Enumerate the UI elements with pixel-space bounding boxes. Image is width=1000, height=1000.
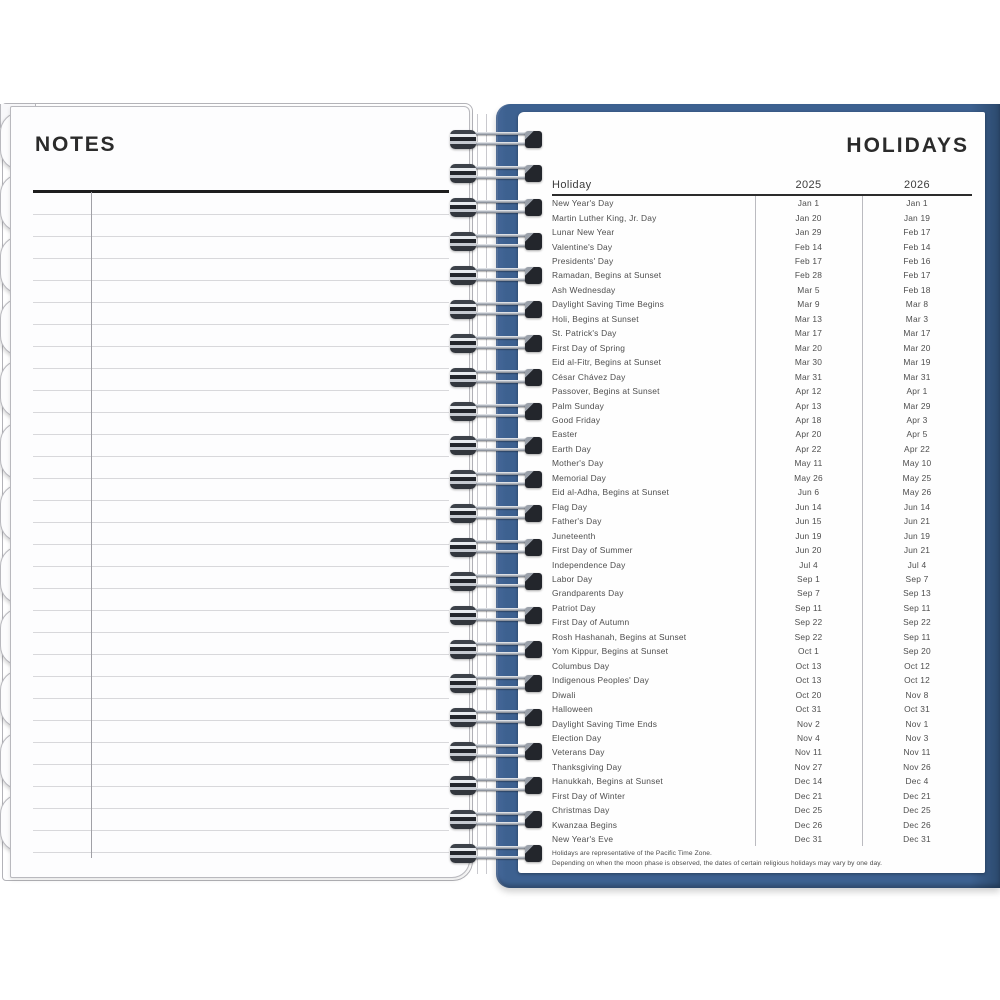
holiday-date-2026: Jun 14	[903, 501, 931, 512]
notes-ruled-lines	[33, 193, 449, 858]
holiday-date-2025: Feb 28	[794, 270, 823, 281]
holiday-date-2025: Oct 20	[795, 689, 822, 700]
holiday-name: Mother's Day	[552, 458, 604, 469]
holiday-date-2026: Mar 31	[903, 371, 931, 382]
holiday-date-2026: May 10	[902, 458, 932, 469]
binding-wire-loop	[450, 638, 542, 662]
holiday-date-2026: Dec 21	[903, 790, 931, 801]
holiday-date-2025: Dec 25	[794, 805, 823, 816]
holiday-name: Eid al-Fitr, Begins at Sunset	[552, 357, 662, 368]
holiday-date-2025: Oct 13	[795, 675, 822, 686]
holiday-row	[552, 817, 972, 831]
holiday-name: Rosh Hashanah, Begins at Sunset	[552, 631, 687, 642]
holiday-date-2025: Mar 17	[794, 328, 823, 339]
holiday-row	[552, 702, 972, 716]
binding-wire-loop	[450, 672, 542, 696]
holiday-date-2025: Feb 17	[794, 256, 823, 267]
holiday-name: First Day of Winter	[552, 790, 626, 801]
holiday-date-2026: Sep 13	[903, 588, 931, 599]
holidays-page	[518, 112, 985, 873]
holiday-date-2025: Nov 2	[797, 718, 820, 729]
notes-margin-line	[91, 192, 92, 858]
holiday-name: Halloween	[552, 704, 593, 715]
holiday-name: César Chávez Day	[552, 371, 626, 382]
column-divider	[862, 196, 863, 846]
holiday-row	[552, 601, 972, 615]
holiday-name: Easter	[552, 429, 578, 440]
holiday-name: Columbus Day	[552, 660, 610, 671]
holiday-row	[552, 485, 972, 499]
notes-page	[10, 106, 470, 878]
binding-wire-loop	[450, 502, 542, 526]
holiday-date-2025: Jun 6	[797, 487, 820, 498]
holiday-date-2025: Jun 15	[795, 516, 822, 527]
binding-wire-loop	[450, 774, 542, 798]
holiday-date-2026: Oct 12	[904, 675, 930, 686]
holiday-row	[552, 745, 972, 759]
holiday-name: Holi, Begins at Sunset	[552, 313, 639, 324]
holiday-name: Eid al-Adha, Begins at Sunset	[552, 487, 670, 498]
column-divider	[755, 196, 756, 846]
holiday-row	[552, 355, 972, 369]
holiday-date-2026: Jul 4	[907, 559, 927, 570]
holiday-name: Diwali	[552, 689, 576, 700]
holiday-date-2026: Nov 11	[903, 747, 931, 758]
holiday-date-2025: Oct 1	[797, 646, 819, 657]
holiday-row	[552, 789, 972, 803]
holiday-date-2025: Oct 13	[795, 660, 822, 671]
holiday-date-2025: Apr 20	[795, 429, 822, 440]
holiday-date-2026: Dec 4	[905, 776, 929, 787]
holiday-name: Kwanzaa Begins	[552, 819, 618, 830]
holiday-name: First Day of Summer	[552, 545, 633, 556]
holiday-date-2026: May 26	[902, 487, 932, 498]
holiday-row	[552, 341, 972, 355]
holiday-table-header	[552, 176, 972, 196]
planner-blue-cover	[496, 104, 1000, 888]
holiday-row	[552, 644, 972, 658]
holiday-date-2025: Sep 1	[797, 574, 820, 584]
holiday-name: Valentine's Day	[552, 241, 613, 252]
holiday-table-body	[552, 196, 972, 846]
binding-wire-loop	[450, 400, 542, 424]
holiday-name: Daylight Saving Time Ends	[552, 718, 658, 729]
holiday-name: Lunar New Year	[552, 227, 615, 238]
holiday-row	[552, 731, 972, 745]
holiday-date-2026: Jun 21	[903, 545, 931, 556]
binding-wire-loop	[450, 332, 542, 356]
holiday-date-2026: Feb 16	[903, 256, 931, 267]
holiday-date-2025: Nov 11	[794, 747, 823, 758]
binding-wire-loop	[450, 706, 542, 730]
holiday-date-2025: Apr 13	[795, 400, 822, 411]
holiday-date-2026: Apr 3	[906, 415, 928, 426]
holiday-name: New Year's Day	[552, 198, 614, 209]
holiday-date-2026: Mar 17	[903, 328, 931, 339]
holiday-row	[552, 413, 972, 427]
holiday-row	[552, 427, 972, 441]
holiday-date-2025: Jan 20	[795, 212, 822, 223]
holiday-row	[552, 369, 972, 383]
holiday-date-2026: Nov 8	[905, 689, 929, 700]
holiday-row	[552, 442, 972, 456]
holiday-date-2025: Dec 26	[794, 819, 823, 830]
holiday-date-2025: Jun 14	[795, 501, 822, 512]
holiday-date-2026: Feb 17	[903, 227, 931, 238]
notes-page-title: NOTES	[35, 133, 117, 156]
binding-wire-loop	[450, 536, 542, 560]
holiday-name: Veterans Day	[552, 747, 605, 758]
holiday-row	[552, 832, 972, 846]
holiday-name: Father's Day	[552, 516, 602, 527]
holiday-footnotes	[552, 849, 976, 868]
holiday-name: Martin Luther King, Jr. Day	[552, 212, 657, 223]
binding-wire-loop	[450, 808, 542, 832]
holiday-date-2026: Sep 20	[903, 646, 931, 657]
holiday-date-2025: Apr 18	[795, 415, 822, 426]
holiday-date-2026: Feb 18	[903, 284, 931, 295]
header-2025: 2025	[795, 179, 822, 191]
holiday-date-2026: Nov 3	[905, 732, 929, 743]
holiday-date-2026: Sep 11	[903, 602, 931, 613]
holiday-row	[552, 471, 972, 485]
holiday-row	[552, 557, 972, 571]
holiday-date-2025: Nov 27	[794, 761, 823, 772]
holiday-name: Labor Day	[552, 574, 593, 584]
holiday-date-2026: May 25	[902, 472, 932, 483]
holiday-row	[552, 283, 972, 297]
holiday-name: Passover, Begins at Sunset	[552, 386, 660, 397]
holiday-name: St. Patrick's Day	[552, 328, 617, 339]
holiday-name: First Day of Spring	[552, 342, 626, 353]
holiday-row	[552, 326, 972, 340]
holiday-name: Good Friday	[552, 415, 601, 426]
holiday-date-2026: Sep 7	[905, 574, 929, 584]
holiday-row	[552, 615, 972, 629]
holiday-date-2025: Sep 22	[794, 617, 823, 628]
holiday-row	[552, 196, 972, 210]
holiday-row	[552, 716, 972, 730]
holiday-row	[552, 210, 972, 224]
holiday-date-2026: Jun 21	[903, 516, 931, 527]
holiday-row	[552, 239, 972, 253]
binding-wire-loop	[450, 604, 542, 628]
holiday-date-2026: Dec 31	[903, 834, 931, 845]
binding-wire-loop	[450, 230, 542, 254]
holiday-name: Ramadan, Begins at Sunset	[552, 270, 662, 281]
binding-wire-loop	[450, 468, 542, 492]
holiday-date-2025: Mar 9	[797, 299, 820, 310]
header-holiday: Holiday	[552, 179, 592, 191]
holiday-date-2026: Nov 1	[905, 718, 929, 729]
holiday-name: Independence Day	[552, 559, 626, 570]
binding-wire-loop	[450, 366, 542, 390]
holiday-name: Thanksgiving Day	[552, 761, 622, 772]
holiday-row	[552, 514, 972, 528]
holiday-row	[552, 774, 972, 788]
holiday-name: Flag Day	[552, 501, 588, 512]
holiday-row	[552, 312, 972, 326]
holiday-date-2026: Sep 11	[903, 631, 931, 642]
holiday-date-2026: Mar 8	[905, 299, 929, 310]
holiday-name: Memorial Day	[552, 472, 607, 483]
holiday-date-2026: Jun 19	[903, 530, 931, 541]
holiday-date-2025: Feb 14	[794, 241, 823, 252]
holiday-row	[552, 630, 972, 644]
holiday-date-2025: Nov 4	[797, 732, 820, 743]
holiday-date-2025: Oct 31	[795, 704, 822, 715]
holiday-date-2025: Jun 20	[795, 545, 822, 556]
holiday-row	[552, 456, 972, 470]
holiday-date-2026: Jan 19	[903, 212, 931, 223]
holiday-row	[552, 297, 972, 311]
holiday-row	[552, 528, 972, 542]
holiday-date-2025: Mar 31	[794, 371, 823, 382]
holiday-date-2025: Dec 21	[794, 790, 823, 801]
holiday-date-2025: Sep 11	[794, 602, 823, 613]
holiday-row	[552, 673, 972, 687]
holiday-name: Yom Kippur, Begins at Sunset	[552, 646, 669, 657]
holiday-name: Palm Sunday	[552, 400, 605, 411]
holiday-name: Election Day	[552, 732, 602, 743]
holiday-date-2025: Mar 13	[794, 313, 823, 324]
holiday-row	[552, 760, 972, 774]
holiday-row	[552, 659, 972, 673]
holiday-row	[552, 398, 972, 412]
holiday-date-2025: Apr 12	[795, 386, 822, 397]
holiday-name: Ash Wednesday	[552, 284, 616, 295]
holiday-date-2026: Oct 31	[904, 704, 930, 715]
holiday-date-2026: Mar 20	[903, 342, 931, 353]
binding-wire-loop	[450, 264, 542, 288]
holiday-table	[552, 176, 972, 846]
holiday-row	[552, 500, 972, 514]
holiday-name: Presidents' Day	[552, 256, 614, 267]
holiday-row	[552, 254, 972, 268]
holiday-name: Christmas Day	[552, 805, 610, 816]
holiday-name: First Day of Autumn	[552, 617, 630, 628]
binding-wire-loop	[450, 162, 542, 186]
holiday-date-2026: Oct 12	[904, 660, 930, 671]
holiday-row	[552, 268, 972, 282]
holidays-page-title: HOLIDAYS	[846, 134, 969, 157]
binding-wire-loop	[450, 128, 542, 152]
holiday-date-2026: Mar 19	[903, 357, 931, 368]
binding-wire-loop	[450, 740, 542, 764]
holiday-date-2026: Dec 25	[903, 805, 931, 816]
holiday-date-2025: Jan 29	[795, 227, 822, 238]
holiday-date-2026: Jan 1	[906, 198, 928, 209]
holiday-row	[552, 803, 972, 817]
holiday-date-2025: Apr 22	[795, 443, 822, 454]
holiday-row	[552, 225, 972, 239]
holiday-name: Grandparents Day	[552, 588, 624, 599]
holiday-row	[552, 687, 972, 701]
binding-wire-loop	[450, 842, 542, 866]
holiday-date-2025: Mar 20	[794, 342, 823, 353]
binding-wire-loop	[450, 298, 542, 322]
holiday-date-2025: Sep 7	[797, 588, 820, 599]
holiday-name: Indigenous Peoples' Day	[552, 675, 649, 686]
holiday-date-2026: Apr 22	[904, 443, 930, 454]
holiday-name: Hanukkah, Begins at Sunset	[552, 776, 663, 787]
footnote-moon-phase: Depending on when the moon phase is observed, the dates of certain religious holidays may vary by one day.	[552, 859, 883, 867]
footnote-timezone: Holidays are representative of the Pacific Time Zone.	[552, 850, 712, 857]
holiday-row	[552, 543, 972, 557]
holiday-date-2025: May 11	[794, 458, 823, 469]
header-2026: 2026	[903, 179, 931, 191]
holiday-name: Earth Day	[552, 443, 592, 454]
holiday-date-2026: Apr 5	[906, 429, 928, 440]
holiday-date-2026: Mar 3	[905, 313, 929, 324]
holiday-date-2026: Feb 17	[903, 270, 931, 281]
holiday-date-2025: May 26	[794, 472, 823, 483]
holiday-date-2025: Jan 1	[797, 198, 820, 209]
binding-wire-loop	[450, 196, 542, 220]
holiday-name: New Year's Eve	[552, 834, 614, 845]
holiday-name: Juneteenth	[552, 530, 596, 541]
holiday-date-2026: Feb 14	[903, 241, 931, 252]
holiday-date-2026: Nov 26	[903, 761, 931, 772]
binding-wire-loop	[450, 434, 542, 458]
holiday-row	[552, 384, 972, 398]
holiday-date-2025: Mar 30	[794, 357, 823, 368]
binding-wire-loop	[450, 570, 542, 594]
holiday-date-2026: Mar 29	[903, 400, 931, 411]
holiday-name: Patriot Day	[552, 602, 596, 613]
holiday-date-2026: Apr 1	[906, 386, 928, 397]
holiday-date-2025: Sep 22	[794, 631, 823, 642]
holiday-date-2025: Dec 14	[794, 776, 823, 787]
holiday-date-2025: Dec 31	[794, 834, 823, 845]
holiday-row	[552, 572, 972, 586]
holiday-row	[552, 586, 972, 600]
holiday-date-2025: Mar 5	[797, 284, 820, 295]
holiday-name: Daylight Saving Time Begins	[552, 299, 665, 310]
holiday-date-2026: Sep 22	[903, 617, 931, 628]
holiday-date-2025: Jul 4	[799, 559, 818, 570]
holiday-date-2026: Dec 26	[903, 819, 931, 830]
holiday-date-2025: Jun 19	[795, 530, 822, 541]
